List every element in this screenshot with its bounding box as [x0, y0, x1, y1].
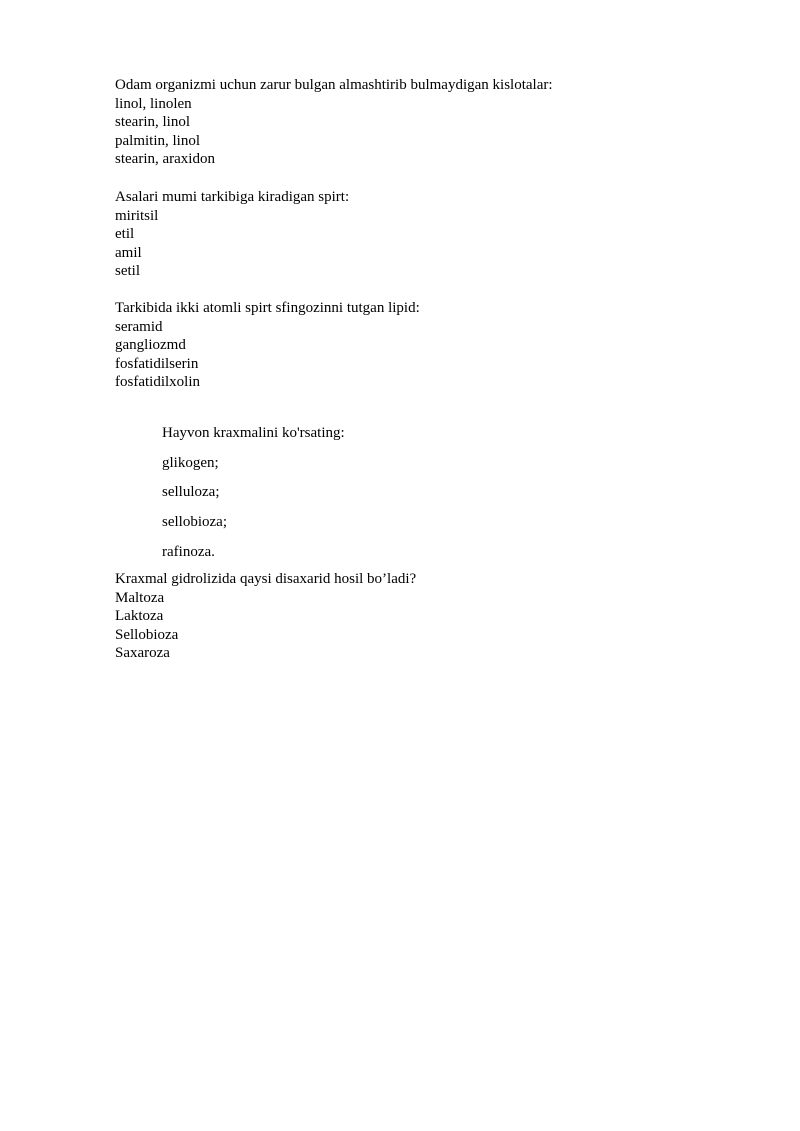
question-text: Hayvon kraxmalini ko'rsating:: [162, 425, 345, 441]
answer-option: glikogen;: [162, 454, 219, 471]
answer-option: stearin, linol: [115, 114, 190, 130]
answer-option: linol, linolen: [115, 95, 192, 112]
answer-option: Maltoza: [115, 589, 165, 606]
answer-option: amil: [115, 244, 142, 261]
question-block-3: [115, 299, 735, 392]
answer-option: gangliozmd: [115, 337, 186, 353]
answer-option: Laktoza: [115, 608, 164, 624]
answer-option: fosfatidilserin: [115, 355, 199, 372]
question-block-4: [162, 424, 722, 572]
question-text: Kraxmal gidrolizida qaysi disaxarid hosil bo’ladi?: [115, 571, 417, 587]
answer-option: Saxaroza: [115, 645, 170, 661]
question-block-1: [115, 76, 735, 169]
answer-option: fosfatidilxolin: [115, 374, 200, 390]
question-text: Tarkibida ikki atomli spirt sfingozinni tutgan lipid:: [115, 300, 420, 316]
answer-option: sellobioza;: [162, 514, 227, 531]
answer-option: seramid: [115, 318, 163, 335]
answer-option: stearin, araxidon: [115, 151, 215, 167]
answer-option: selluloza;: [162, 484, 220, 501]
question-text: Odam organizmi uchun zarur bulgan almashtirib bulmaydigan kislotalar:: [115, 77, 553, 93]
answer-option: palmitin, linol: [115, 132, 200, 149]
question-block-5: [115, 570, 735, 663]
answer-option: rafinoza.: [162, 543, 215, 560]
question-text: Asalari mumi tarkibiga kiradigan spirt:: [115, 189, 350, 205]
answer-option: miritsil: [115, 207, 159, 224]
answer-option: Sellobioza: [115, 626, 179, 643]
question-block-2: [115, 188, 735, 281]
answer-option: etil: [115, 226, 135, 242]
answer-option: setil: [115, 263, 140, 279]
